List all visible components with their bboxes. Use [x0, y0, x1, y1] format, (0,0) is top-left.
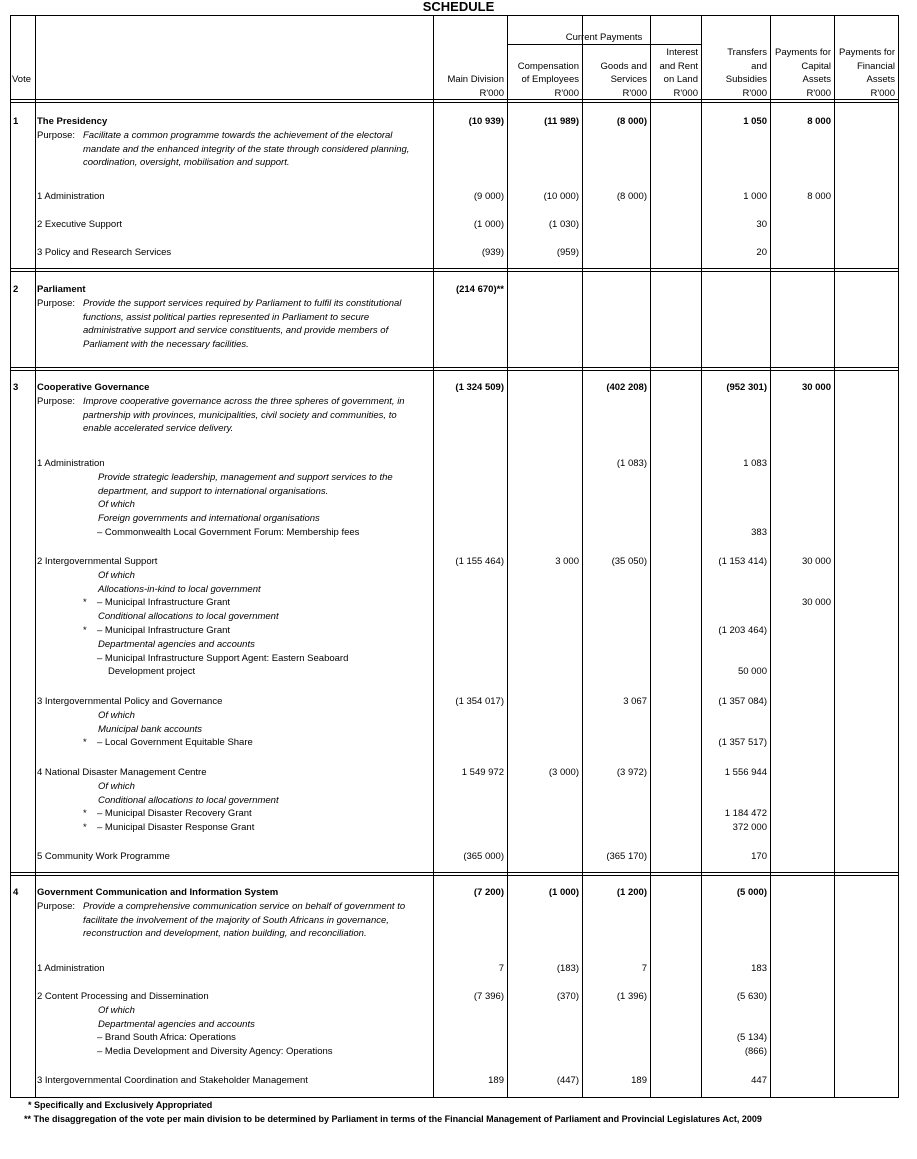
value-cell: (866) — [744, 1046, 767, 1058]
appropriation-star: * — [83, 597, 87, 609]
division-name: 4 National Disaster Management Centre — [37, 767, 207, 778]
value-cell: (1 030) — [548, 219, 579, 230]
value-cell: (952 301) — [726, 382, 767, 393]
vote-name: Government Communication and Information System — [37, 887, 279, 898]
division-name: 2 Content Processing and Dissemination — [37, 991, 209, 1002]
value-cell: (1 200) — [616, 887, 647, 898]
value-cell: 30 — [756, 219, 767, 230]
value-cell: (1 000) — [548, 887, 579, 898]
value-cell: 1 184 472 — [724, 808, 767, 820]
sub-line: – Brand South Africa: Operations — [97, 1032, 236, 1044]
value-cell: (447) — [556, 1075, 579, 1086]
column-header: Payments for — [839, 47, 895, 58]
sub-line: Of which — [98, 1004, 135, 1016]
sub-line: Municipal bank accounts — [98, 723, 203, 735]
appropriation-star: * — [83, 808, 87, 820]
sub-line: Development project — [108, 666, 196, 678]
sub-line: Of which — [98, 569, 135, 581]
value-cell: (939) — [481, 247, 504, 258]
vote-number: 4 — [13, 887, 19, 898]
value-cell: 30 000 — [801, 597, 831, 609]
value-cell: (1 357 084) — [718, 696, 767, 707]
unit-label: R'000 — [870, 88, 895, 99]
value-cell: (402 208) — [606, 382, 647, 393]
sub-line: department, and support to international organisations. — [98, 485, 329, 497]
sub-line: Of which — [98, 709, 135, 721]
purpose-text: Improve cooperative governance across the three spheres of government, in — [83, 395, 405, 407]
value-cell: (959) — [556, 247, 579, 258]
sub-line: – Municipal Infrastructure Support Agent: Eastern Seaboard — [97, 652, 349, 664]
rule-line — [10, 370, 898, 371]
value-cell: (3 972) — [616, 767, 647, 778]
division-name: 3 Intergovernmental Policy and Governance — [37, 696, 223, 707]
unit-label: R'000 — [554, 88, 579, 99]
value-cell: 3 067 — [623, 696, 647, 707]
rule-line — [10, 872, 898, 873]
value-cell: 1 083 — [743, 458, 767, 469]
value-cell: (3 000) — [548, 767, 579, 778]
column-header: Assets — [866, 74, 895, 85]
value-cell: (1 396) — [616, 991, 647, 1002]
division-name: 1 Administration — [37, 191, 105, 202]
purpose-text: facilitate the involvement of the majority of South Africans in governance, — [83, 914, 389, 926]
division-name: 2 Intergovernmental Support — [37, 556, 158, 567]
footnote: ** The disaggregation of the vote per main division to be determined by Parliament in terms of the Financial Management of Parliament and Provincial Legislatures Act, 2009 — [24, 1114, 762, 1124]
column-header: Capital — [801, 61, 831, 72]
rule-line — [898, 15, 899, 1098]
value-cell: (35 050) — [611, 556, 647, 567]
column-header: Financial — [856, 61, 895, 72]
column-header: Main Division — [447, 74, 504, 85]
unit-label: R'000 — [806, 88, 831, 99]
value-cell: 372 000 — [732, 822, 767, 834]
value-cell: 8 000 — [807, 191, 831, 202]
sub-line: Of which — [98, 499, 135, 511]
column-header: Assets — [802, 74, 831, 85]
value-cell: (10 000) — [543, 191, 579, 202]
unit-label: R'000 — [673, 88, 698, 99]
value-cell: (214 670)** — [455, 284, 504, 295]
rule-line — [10, 102, 898, 103]
purpose-text: Facilitate a common programme towards the achievement of the electoral — [83, 129, 393, 141]
vote-name: Parliament — [37, 284, 86, 295]
sub-line: – Media Development and Diversity Agency: Operations — [97, 1046, 333, 1058]
purpose-text: mandate and the enhanced integrity of the state through considered planning, — [83, 143, 410, 155]
rule-line — [10, 15, 899, 16]
value-cell: (9 000) — [473, 191, 504, 202]
sub-line: Conditional allocations to local government — [98, 794, 279, 806]
sub-line: Departmental agencies and accounts — [98, 638, 255, 650]
value-cell: 50 000 — [737, 666, 767, 678]
value-cell: (370) — [556, 991, 579, 1002]
column-header: of Employees — [521, 74, 579, 85]
sub-line: Provide strategic leadership, management and support services to the — [98, 471, 393, 483]
page-title: SCHEDULE — [422, 0, 495, 14]
current-payments-header: Current Payments — [565, 32, 643, 43]
value-cell: 30 000 — [801, 556, 831, 567]
value-cell: (1 357 517) — [718, 737, 767, 749]
column-header: Payments for — [775, 47, 831, 58]
value-cell: 3 000 — [555, 556, 579, 567]
division-name: 1 Administration — [37, 963, 105, 974]
footnote: * Specifically and Exclusively Appropriated — [28, 1100, 213, 1110]
purpose-text: coordination, oversight, mobilisation and support. — [83, 157, 290, 169]
value-cell: 8 000 — [807, 116, 831, 127]
value-cell: (183) — [556, 963, 579, 974]
purpose-label: Purpose: — [37, 900, 76, 912]
division-name: 3 Intergovernmental Coordination and Stakeholder Management — [37, 1075, 308, 1086]
value-cell: (1 083) — [616, 458, 647, 469]
value-cell: (1 203 464) — [718, 625, 767, 636]
unit-label: R'000 — [622, 88, 647, 99]
division-name: 5 Community Work Programme — [37, 851, 170, 862]
rule-line — [35, 15, 36, 1098]
division-name: 3 Policy and Research Services — [37, 247, 172, 258]
column-header: Compensation — [517, 61, 579, 72]
purpose-text: Parliament with the necessary facilities. — [83, 339, 249, 351]
value-cell: 189 — [631, 1075, 647, 1086]
purpose-text: enable accelerated service delivery. — [83, 423, 234, 435]
value-cell: 383 — [751, 527, 767, 538]
sub-line: Foreign governments and international organisations — [98, 513, 320, 525]
sub-line: – Municipal Disaster Response Grant — [97, 822, 255, 834]
value-cell: (7 200) — [473, 887, 504, 898]
column-header: Services — [610, 74, 647, 85]
column-header: Interest — [666, 47, 698, 58]
value-cell: (1 000) — [473, 219, 504, 230]
value-cell: 1 050 — [743, 116, 767, 127]
column-header: on Land — [663, 74, 698, 85]
rule-line — [10, 367, 898, 368]
purpose-text: Provide the support services required by Parliament to fulfil its constitutional — [83, 297, 402, 309]
value-cell: (1 354 017) — [455, 696, 504, 707]
sub-line: – Municipal Disaster Recovery Grant — [97, 808, 252, 820]
sub-line: Conditional allocations to local government — [98, 611, 279, 623]
value-cell: (8 000) — [616, 116, 647, 127]
division-name: 2 Executive Support — [37, 219, 123, 230]
vote-name: Cooperative Governance — [37, 382, 150, 393]
unit-label: R'000 — [742, 88, 767, 99]
value-cell: (1 153 414) — [718, 556, 767, 567]
division-name: 1 Administration — [37, 458, 105, 469]
purpose-text: functions, assist political parties represented in Parliament to secure — [83, 311, 370, 323]
value-cell: 30 000 — [801, 382, 831, 393]
vote-number: 2 — [13, 284, 19, 295]
sub-line: – Municipal Infrastructure Grant — [97, 597, 231, 609]
rule-line — [10, 1097, 899, 1098]
vote-number: 1 — [13, 116, 19, 127]
vote-number: 3 — [13, 382, 19, 393]
purpose-text: Provide a comprehensive communication service on behalf of government to — [83, 900, 406, 912]
purpose-text: reconstruction and development, nation building, and reconciliation. — [83, 928, 367, 940]
purpose-text: administrative support and service constituents, and provide members of — [83, 325, 389, 337]
column-header: Transfers — [727, 47, 767, 58]
column-header: Subsidies — [725, 74, 767, 85]
unit-label: R'000 — [479, 88, 504, 99]
value-cell: (7 396) — [473, 991, 504, 1002]
sub-line: – Municipal Infrastructure Grant — [97, 625, 231, 636]
purpose-label: Purpose: — [37, 297, 76, 309]
value-cell: 189 — [488, 1075, 504, 1086]
rule-line — [10, 268, 898, 269]
rule-line — [10, 271, 898, 272]
value-cell: 170 — [751, 851, 767, 862]
column-header: Goods and — [600, 61, 647, 72]
rule-line — [507, 44, 701, 45]
value-cell: 183 — [751, 963, 767, 974]
value-cell: 447 — [751, 1075, 767, 1086]
appropriation-star: * — [83, 737, 87, 749]
column-header: and — [751, 61, 767, 72]
appropriation-star: * — [83, 822, 87, 834]
rule-line — [834, 15, 835, 1098]
value-cell: 1 000 — [743, 191, 767, 202]
value-cell: (1 324 509) — [455, 382, 504, 393]
sub-line: Allocations-in-kind to local government — [98, 583, 261, 595]
value-cell: (365 170) — [606, 851, 647, 862]
rule-line — [10, 875, 898, 876]
value-cell: (10 939) — [468, 116, 504, 127]
value-cell: (1 155 464) — [455, 556, 504, 567]
value-cell: (11 989) — [544, 116, 579, 127]
column-header: and Rent — [659, 61, 698, 72]
value-cell: 7 — [498, 963, 504, 974]
vote-header: Vote — [12, 74, 32, 85]
value-cell: 20 — [756, 247, 767, 258]
sub-line: Of which — [98, 780, 135, 792]
purpose-label: Purpose: — [37, 129, 76, 141]
rule-line — [10, 15, 11, 1098]
purpose-label: Purpose: — [37, 395, 76, 407]
value-cell: (5 000) — [736, 887, 767, 898]
value-cell: (5 630) — [736, 991, 767, 1002]
appropriation-star: * — [83, 625, 87, 636]
sub-line: Departmental agencies and accounts — [98, 1018, 255, 1030]
value-cell: 1 549 972 — [461, 767, 504, 778]
sub-line: – Commonwealth Local Government Forum: Membership fees — [97, 527, 360, 538]
value-cell: (8 000) — [616, 191, 647, 202]
sub-line: – Local Government Equitable Share — [97, 737, 253, 749]
vote-name: The Presidency — [37, 116, 108, 127]
value-cell: (365 000) — [463, 851, 504, 862]
value-cell: 1 556 944 — [724, 767, 767, 778]
value-cell: 7 — [641, 963, 647, 974]
purpose-text: partnership with provinces, municipalities, civil society and communities, to — [83, 409, 397, 421]
value-cell: (5 134) — [736, 1032, 767, 1044]
